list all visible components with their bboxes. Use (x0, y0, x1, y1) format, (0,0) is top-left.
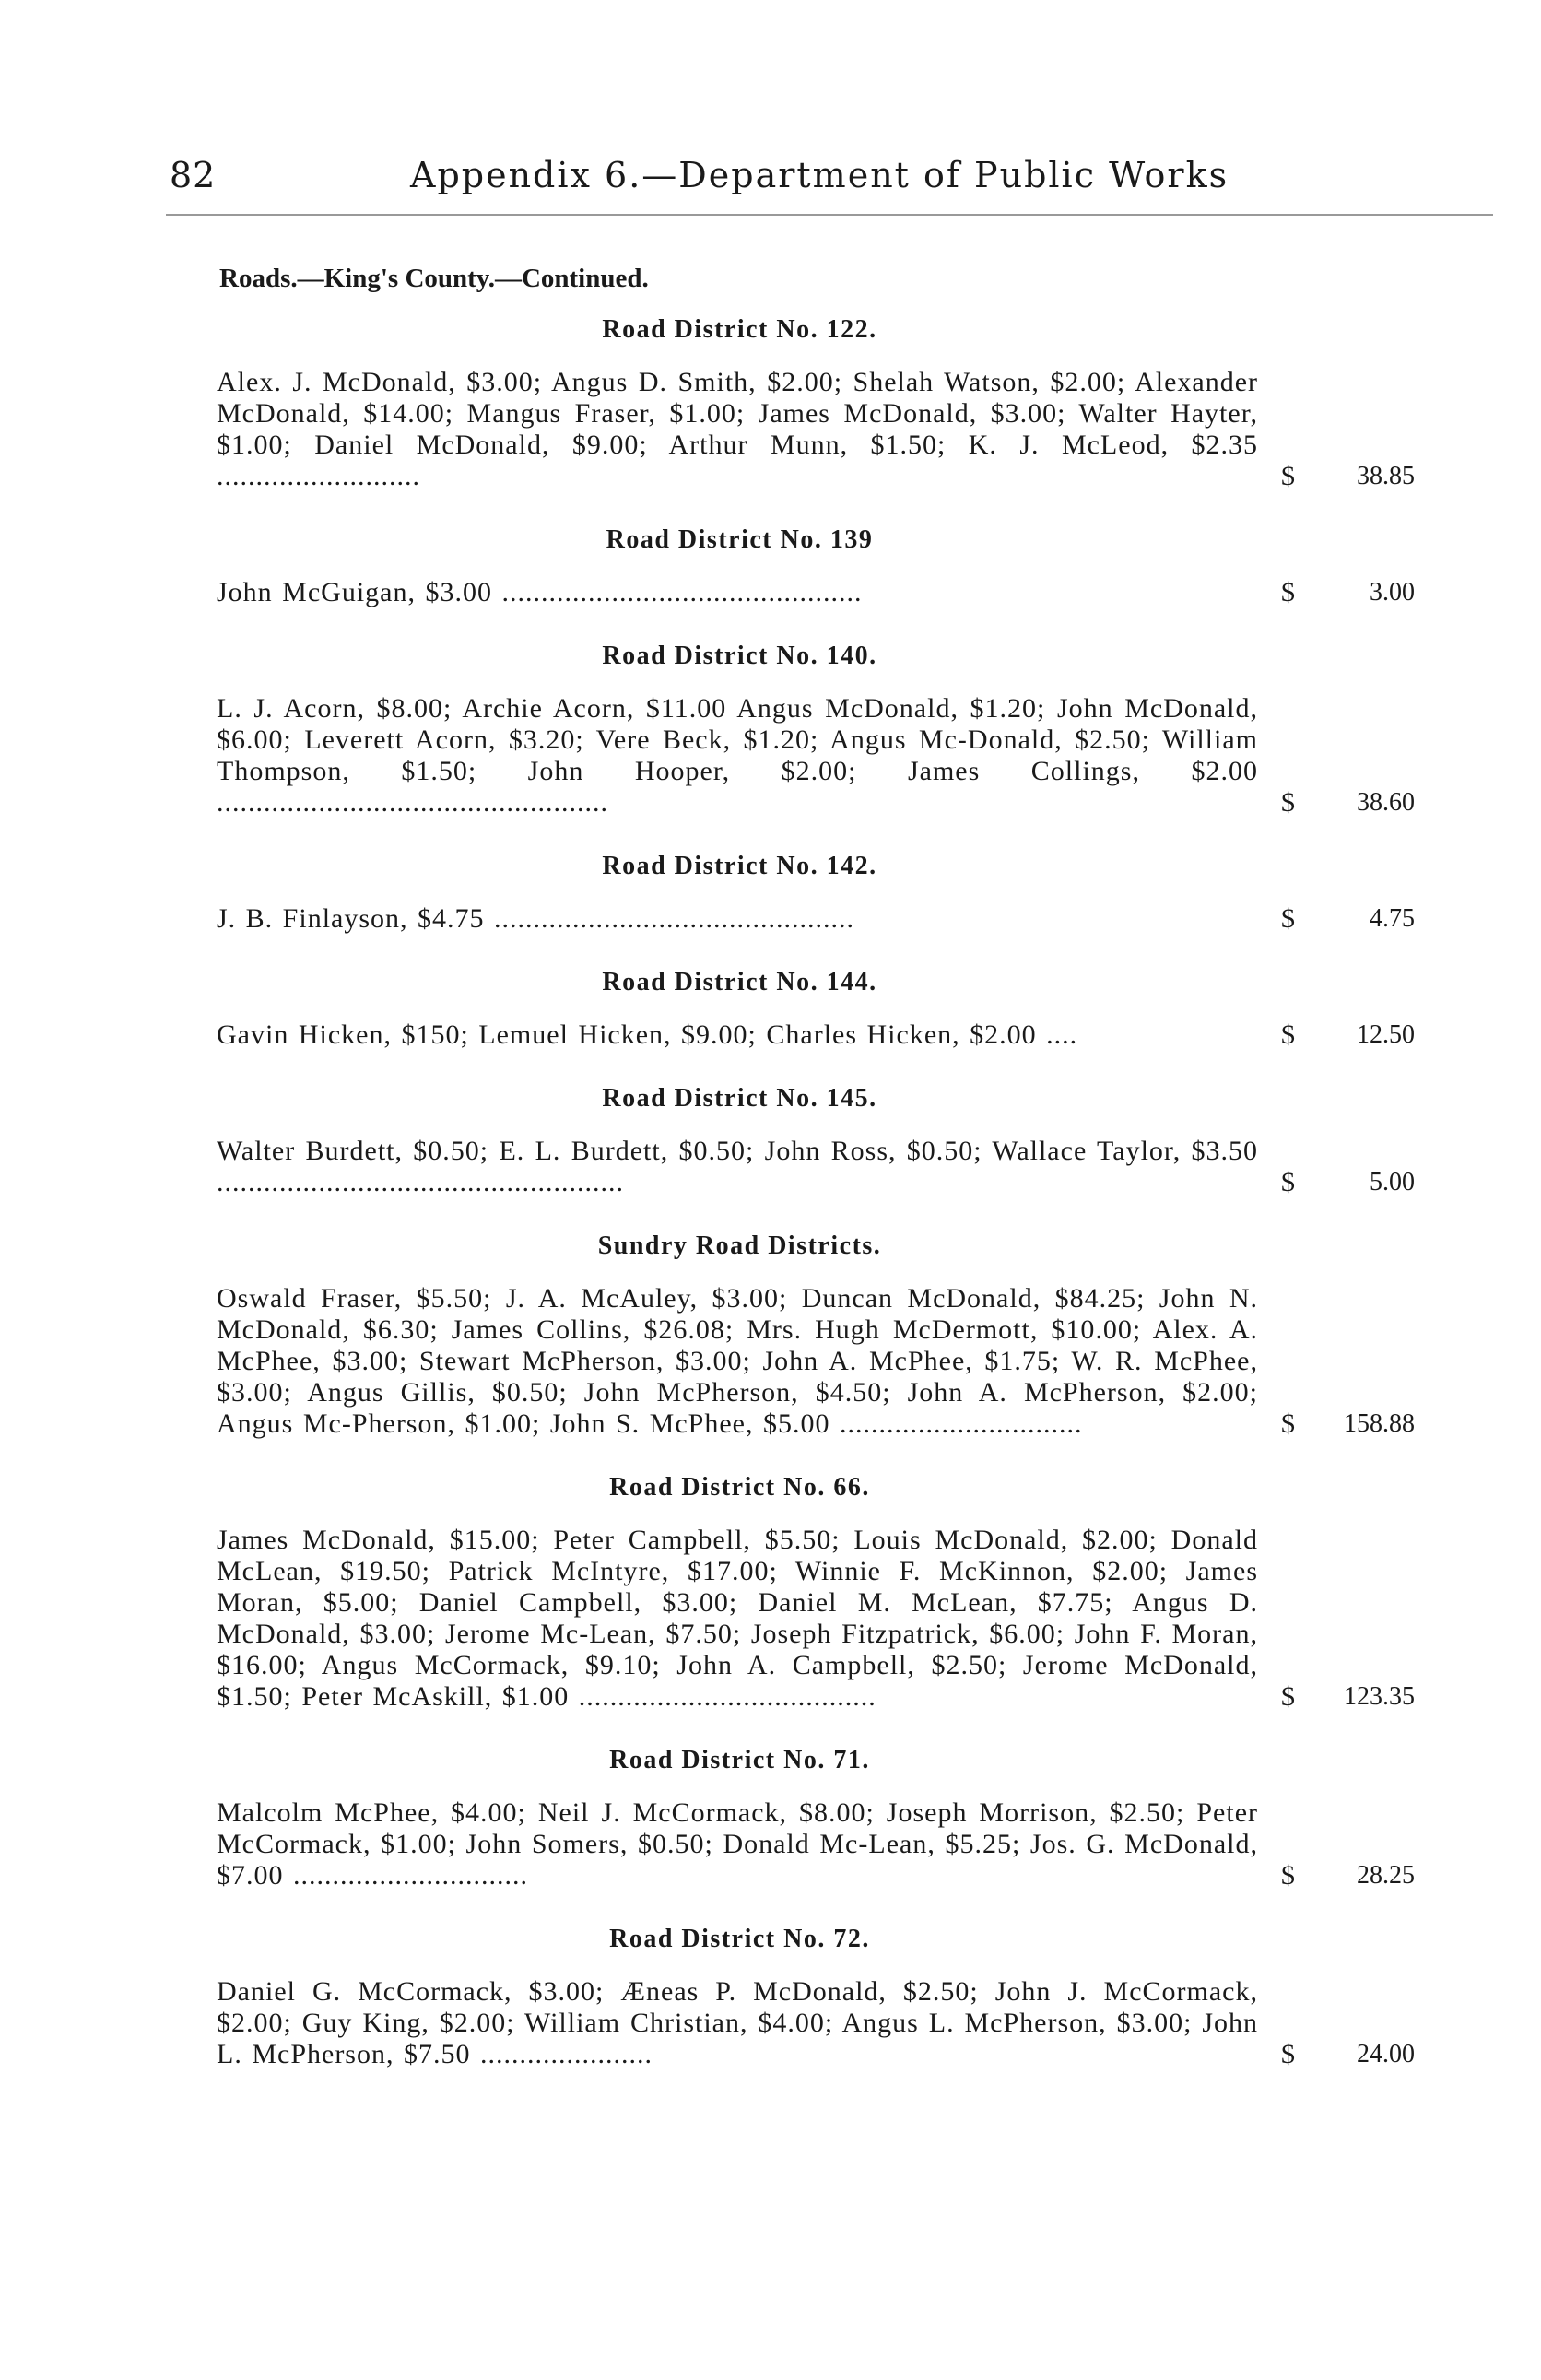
district-title: Road District No. 72. (609, 1925, 870, 1953)
district-total: 12.50 (1357, 1020, 1415, 1049)
road-district (217, 640, 1420, 819)
district-total: 123.35 (1344, 1682, 1415, 1711)
road-district (217, 313, 1420, 492)
road-district (217, 524, 1420, 608)
district-entry (217, 577, 1420, 608)
district-total: 5.00 (1370, 1168, 1415, 1196)
road-district (217, 966, 1420, 1051)
page-number: 82 (170, 155, 217, 195)
district-title: Road District No. 140. (602, 642, 877, 670)
district-payees: Walter Burdett, $0.50; E. L. Burdett, $0.50; John Ross, $0.50; Wallace Taylor, $3.50 .................................................... (217, 1136, 1258, 1197)
district-entry (217, 1797, 1420, 1891)
district-title: Road District No. 144. (602, 968, 877, 996)
district-title: Road District No. 122. (602, 315, 877, 344)
district-payees: Daniel G. McCormack, $3.00; Æneas P. McDonald, $2.50; John J. McCormack, $2.00; Guy King, $2.00; William Christian, $4.00; Angus L. McPherson, $3.00; John L. McPherson, $7.50 ...................... (217, 1976, 1258, 2069)
dollar-sign: $ (1281, 1167, 1295, 1197)
district-entry (217, 1283, 1420, 1440)
district-total: 3.00 (1370, 578, 1415, 607)
district-payees: James McDonald, $15.00; Peter Campbell, $5.50; Louis McDonald, $2.00; Donald McLean, $19.50; Patrick McIntyre, $17.00; Winnie F. McKinnon, $2.00; James Moran, $5.00; Daniel Campbell, $3.00; Daniel M. McLean, $7.75; Angus D. McDonald, $3.00; Jerome Mc-Lean, $7.50; Joseph Fitzpatrick, $6.00; John F. Moran, $16.00; Angus McCormack, $9.10; John A. Campbell, $2.50; Jerome McDonald, $1.50; Peter McAskill, $1.00 ...................................... (217, 1525, 1258, 1712)
district-title: Road District No. 139 (606, 525, 874, 554)
district-entry (217, 1525, 1420, 1713)
district-payees: J. B. Finlayson, $4.75 .............................................. (217, 903, 855, 934)
district-total: 38.60 (1357, 788, 1415, 817)
district-payees: Alex. J. McDonald, $3.00; Angus D. Smith, $2.00; Shelah Watson, $2.00; Alexander McDonald, $14.00; Mangus Fraser, $1.00; James McDonald, $3.00; Walter Hayter, $1.00; Daniel McDonald, $9.00; Arthur Munn, $1.50; K. J. McLeod, $2.35 .......................... (217, 367, 1258, 491)
district-entry (217, 1136, 1420, 1198)
district-title: Road District No. 66. (609, 1473, 870, 1502)
district-payees: Gavin Hicken, $150; Lemuel Hicken, $9.00; Charles Hicken, $2.00 .... (217, 1019, 1078, 1050)
district-total: 24.00 (1357, 2040, 1415, 2068)
district-payees: Oswald Fraser, $5.50; J. A. McAuley, $3.00; Duncan McDonald, $84.25; John N. McDonald, $6.30; James Collins, $26.08; Mrs. Hugh McDermott, $10.00; Alex. A. McPhee, $3.00; Stewart McPherson, $3.00; John A. McPhee, $1.75; W. R. McPhee, $3.00; Angus Gillis, $0.50; John McPherson, $4.50; John A. McPherson, $2.00; Angus Mc-Pherson, $1.00; John S. McPhee, $5.00 ............................... (217, 1283, 1258, 1439)
district-title: Road District No. 71. (609, 1746, 870, 1774)
dollar-sign: $ (1281, 787, 1295, 818)
district-payees: Malcolm McPhee, $4.00; Neil J. McCormack, $8.00; Joseph Morrison, $2.50; Peter McCormack, $1.00; John Somers, $0.50; Donald Mc-Lean, $5.25; Jos. G. McDonald, $7.00 .............................. (217, 1797, 1258, 1891)
road-district (217, 1471, 1420, 1713)
district-title: Road District No. 142. (602, 852, 877, 880)
district-entry (217, 693, 1420, 819)
district-entry (217, 1976, 1420, 2070)
district-entry (217, 367, 1420, 492)
header-rule (166, 214, 1493, 216)
running-title: Appendix 6.—Department of Public Works (410, 155, 1229, 195)
road-district (217, 1923, 1420, 2070)
dollar-sign: $ (1281, 1681, 1295, 1712)
district-payees: L. J. Acorn, $8.00; Archie Acorn, $11.00 Angus McDonald, $1.20; John McDonald, $6.00; Leverett Acorn, $3.20; Vere Beck, $1.20; Angus Mc-Donald, $2.50; William Thompson, $1.50; John Hooper, $2.00; James Collings, $2.00 .................................................. (217, 693, 1258, 818)
district-title: Sundry Road Districts. (597, 1231, 882, 1260)
page-header (0, 155, 1541, 210)
dollar-sign: $ (1281, 1860, 1295, 1891)
dollar-sign: $ (1281, 1019, 1295, 1050)
district-entry (217, 1019, 1420, 1051)
district-entry (217, 903, 1420, 935)
dollar-sign: $ (1281, 461, 1295, 491)
road-district (217, 1744, 1420, 1891)
district-title: Road District No. 145. (602, 1084, 877, 1113)
road-district (217, 1082, 1420, 1198)
district-total: 28.25 (1357, 1861, 1415, 1890)
section-heading: Roads.—King's County.—Continued. (219, 264, 649, 293)
district-total: 158.88 (1344, 1409, 1415, 1438)
district-payees: John McGuigan, $3.00 .............................................. (217, 577, 863, 607)
dollar-sign: $ (1281, 903, 1295, 934)
dollar-sign: $ (1281, 577, 1295, 607)
district-total: 4.75 (1370, 904, 1415, 933)
dollar-sign: $ (1281, 1408, 1295, 1439)
district-total: 38.85 (1357, 462, 1415, 490)
dollar-sign: $ (1281, 2039, 1295, 2069)
road-district (217, 850, 1420, 935)
road-district (217, 1230, 1420, 1440)
district-list (217, 313, 1420, 2102)
